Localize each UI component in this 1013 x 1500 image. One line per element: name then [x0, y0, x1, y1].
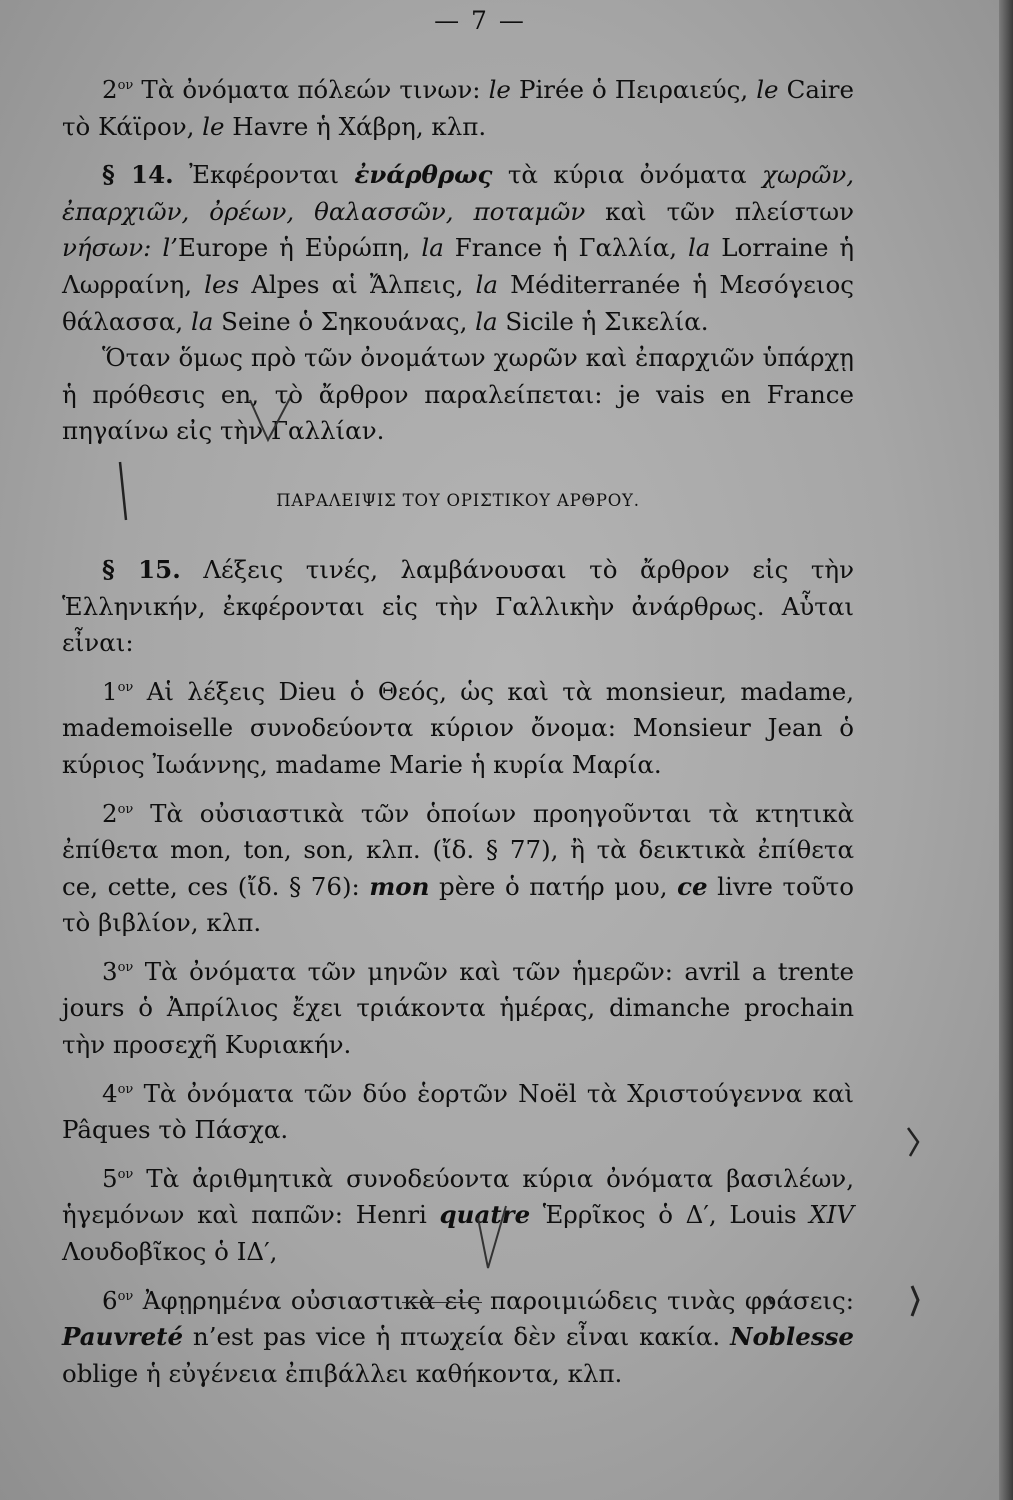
emphasis: l’	[151, 233, 178, 263]
item-3-paragraph	[62, 954, 854, 1064]
text-run: n’est pas vice ἡ πτωχεία δὲν εἶναι κακία.	[183, 1322, 731, 1352]
text-run: τὰ κύρια ὀνόματα	[492, 160, 763, 190]
item-2b-paragraph	[62, 796, 854, 942]
item-number: 4	[102, 1078, 118, 1108]
text-run: Europe ἡ Εὐρώπη,	[177, 233, 422, 263]
ordinal-suffix: ον	[117, 77, 134, 93]
item-5-paragraph	[62, 1161, 854, 1271]
article-le: le	[756, 75, 779, 104]
item-number: 2	[102, 75, 118, 104]
article-le: le	[488, 75, 511, 104]
text-run: Αἱ λέξεις Dieu ὁ Θεός, ὡς καὶ τὰ monsieur, madame, mademoiselle συνοδεύοντα κύριον ὄνομα: Monsieur Jean ὁ κύριος Ἰωάννης, madame Marie ἡ κυρία Μαρία.	[62, 676, 854, 779]
item-number: 5	[102, 1163, 118, 1193]
text-run: Λουδοβῖκος ὁ ΙΔ′,	[62, 1237, 278, 1267]
emphasis: mon	[369, 871, 430, 901]
item-number: 2	[102, 798, 118, 828]
article: les	[204, 269, 240, 299]
text-run: Ἀφῃρημένα οὐσιαστικὰ εἰς παροιμιώδεις τινὰς φράσεις:	[133, 1285, 854, 1315]
text-run: Τὰ ὀνόματα τῶν μηνῶν καὶ τῶν ἡμερῶν: avril a trente jours ὁ Ἀπρίλιος ἔχει τριάκοντα ἡμέρας, dimanche prochain τὴν προσεχῆ Κυριακήν.	[62, 956, 854, 1060]
text-run: père ὁ πατήρ μου,	[429, 871, 678, 901]
emphasis: χωρῶν, ἐπαρχιῶν, ὀρέων, θαλασσῶν, ποταμῶν	[62, 160, 855, 226]
text-run: Havre ἡ Χάβρη, κλπ.	[224, 111, 487, 141]
section-number: § 14.	[102, 160, 174, 190]
text-run: France ἡ Γαλλία,	[443, 233, 688, 263]
item-number: 6	[102, 1285, 118, 1315]
text-run: Λέξεις τινές, λαμβάνουσαι τὸ ἄρθρον εἰς τὴν Ἑλληνικήν, ἐκφέρονται εἰς τὴν Γαλλικὴν ἀνάρθρως. Αὗται εἶναι:	[62, 554, 855, 658]
article-le: le	[202, 111, 225, 141]
section-15-paragraph	[62, 552, 854, 662]
article: la	[421, 233, 444, 263]
item-4-paragraph	[62, 1076, 854, 1149]
text-run: Τὰ ὀνόματα πόλεών τινων:	[133, 75, 489, 104]
ordinal-suffix: ον	[117, 1081, 134, 1097]
item-1-paragraph	[62, 674, 854, 784]
ordinal-suffix: ον	[117, 959, 134, 975]
ordinal-suffix: ον	[117, 1166, 134, 1182]
emphasis: XIV	[809, 1200, 854, 1230]
text-run: Caire τὸ Κάϊρον,	[62, 75, 854, 141]
text-run: oblige ἡ εὐγένεια ἐπιβάλλει καθήκοντα, κλπ.	[62, 1358, 623, 1388]
text-run: Sicile ἡ Σικελία.	[497, 306, 709, 336]
ordinal-suffix: ον	[117, 1288, 134, 1304]
section-14-paragraph	[62, 157, 854, 340]
text-run: Τὰ ὀνόματα τῶν δύο ἑορτῶν Noël τὰ Χριστούγεννα καὶ Pâques τὸ Πάσχα.	[62, 1078, 854, 1145]
end-rule	[402, 1302, 482, 1303]
section-heading: ΠΑΡΑΛΕΙΨΙΣ ΤΟΥ ΟΡΙΣΤΙΚΟΥ ΑΡΘΡΟΥ.	[276, 490, 640, 510]
text-run: Alpes αἱ Ἄλπεις,	[239, 269, 476, 299]
item-2-paragraph	[62, 72, 854, 145]
text-run: καὶ τῶν πλείστων	[585, 196, 854, 226]
page-body	[62, 72, 854, 1392]
article: la	[190, 306, 214, 336]
ink-tick-mark	[908, 1128, 918, 1156]
page-number: — 7 —	[434, 6, 526, 35]
emphasis: quatre	[439, 1200, 531, 1230]
article: la	[475, 306, 498, 336]
page-edge-shadow	[999, 0, 1013, 1500]
text-run: Τὰ ἀριθμητικὰ συνοδεύοντα κύρια ὀνόματα βασιλέων, ἡγεμόνων καὶ παπῶν: Henri	[62, 1163, 854, 1230]
section-14-note: Ὅταν ὅμως πρὸ τῶν ὀνομάτων χωρῶν καὶ ἐπαρχιῶν ὑπάρχῃ ἡ πρόθεσις en, τὸ ἄρθρον παραλείπεται: je vais en France πηγαίνω εἰς τὴν Γαλλίαν.	[62, 343, 854, 446]
emphasis: νήσων:	[62, 233, 152, 263]
text-run: Τὰ οὐσιαστικὰ τῶν ὁποίων προηγοῦνται τὰ κτητικὰ ἐπίθετα mon, ton, son, κλπ. (ἴδ. § 77), ἢ τὰ δεικτικὰ ἐπίθετα ce, cette, ces (ἴδ. § 76):	[62, 798, 854, 901]
emphasis: ἐνάρθρως	[354, 160, 493, 190]
text-run: livre τοῦτο τὸ βιβλίον, κλπ.	[62, 871, 854, 938]
article: la	[475, 269, 498, 299]
ink-tick-mark	[912, 1286, 918, 1316]
emphasis: Pauvreté	[62, 1322, 184, 1352]
emphasis: Noblesse	[730, 1322, 854, 1352]
article: la	[687, 233, 711, 263]
item-6-paragraph	[62, 1283, 854, 1393]
emphasis: ce	[677, 871, 708, 901]
text-run: Seine ὁ Σηκουάνας,	[213, 306, 476, 336]
ordinal-suffix: ον	[117, 801, 134, 817]
text-run: Ἐκφέρονται	[173, 160, 355, 190]
item-number: 3	[102, 956, 118, 986]
ordinal-suffix: ον	[117, 679, 134, 695]
text-run: Lorraine ἡ Λωρραίνη,	[62, 233, 855, 299]
text-run: Pirée ὁ Πειραιεύς,	[510, 75, 757, 104]
text-run: Méditerranée ἡ Μεσόγειος θάλασσα,	[62, 269, 854, 336]
item-number: 1	[102, 676, 118, 706]
section-number: § 15.	[102, 554, 181, 584]
text-run: Ἑρρῖκος ὁ Δ′, Louis	[530, 1200, 810, 1230]
